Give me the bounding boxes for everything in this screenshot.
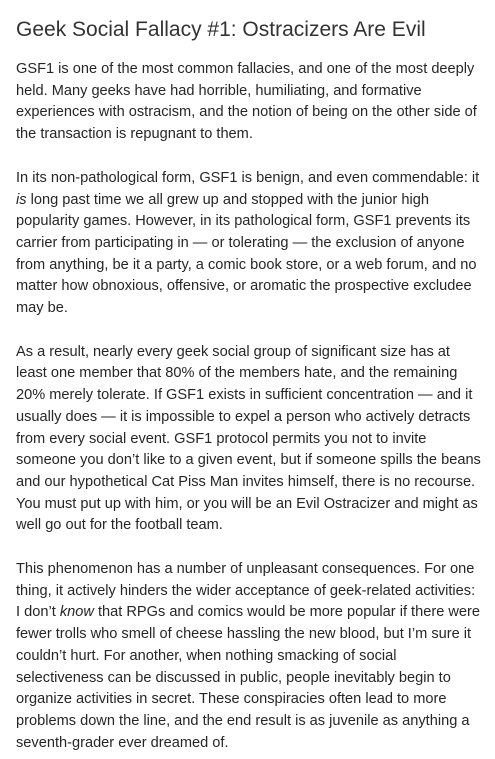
article-paragraph-2	[16, 168, 483, 320]
paragraph-1-text: GSF1 is one of the most common fallacies, and one of the most deeply held. Many geeks have had horrible, humiliating, and formative experiences with ostracism, and the notion of being on the other side of the transaction is repugnant to them.	[16, 61, 477, 143]
paragraph-3-text: As a result, nearly every geek social group of significant size has at least one member that 80% of the members hate, and the remaining 20% merely tolerate. If GSF1 exists in sufficient concentration — and it usually does — it is impossible to expel a person who actively detracts from every social event. GSF1 protocol permits you not to invite someone you don’t like to a given event, but if someone spills the beans and our hypothetical Cat Piss Man invites himself, there is no recourse. You must put up with him, or you will be an Evil Ostracizer and might as well go out for the football team.	[16, 343, 481, 534]
paragraph-2-text-after: long past time we all grew up and stopped with the junior high popularity games. However, in its pathological form, GSF1 prevents its carrier from participating in — or tolerating — the exclusion of anyone from anything, be it a party, a comic book store, or a web forum, and no matter how obnoxious, offensive, or aromatic the prospective excludee may be.	[16, 191, 477, 317]
article-paragraph-4	[16, 559, 483, 754]
article-paragraph-3	[16, 342, 483, 537]
paragraph-4-text-before: This phenomenon has a number of unpleasant consequences. For one thing, it actively hinders the wider acceptance of geek-related activities: I don’t	[16, 561, 476, 621]
paragraph-4-emphasis: know	[59, 604, 94, 621]
article-paragraph-1	[16, 59, 483, 146]
paragraph-2-text-before: In its non-pathological form, GSF1 is benign, and even commendable: it	[16, 169, 480, 186]
paragraph-4-text-after: that RPGs and comics would be more popular if there were fewer trolls who smell of cheese hassling the new blood, but I’m sure it couldn’t hurt. For another, when nothing smacking of social selectiveness can be discussed in public, people inevitably begin to organize activities in secret. These conspiracies often lead to more problems down the line, and the end result is as juvenile as anything a seventh-grader ever dreamed of.	[16, 604, 480, 751]
paragraph-2-emphasis: is	[16, 191, 27, 208]
article-title: Geek Social Fallacy #1: Ostracizers Are Evil	[16, 18, 426, 41]
